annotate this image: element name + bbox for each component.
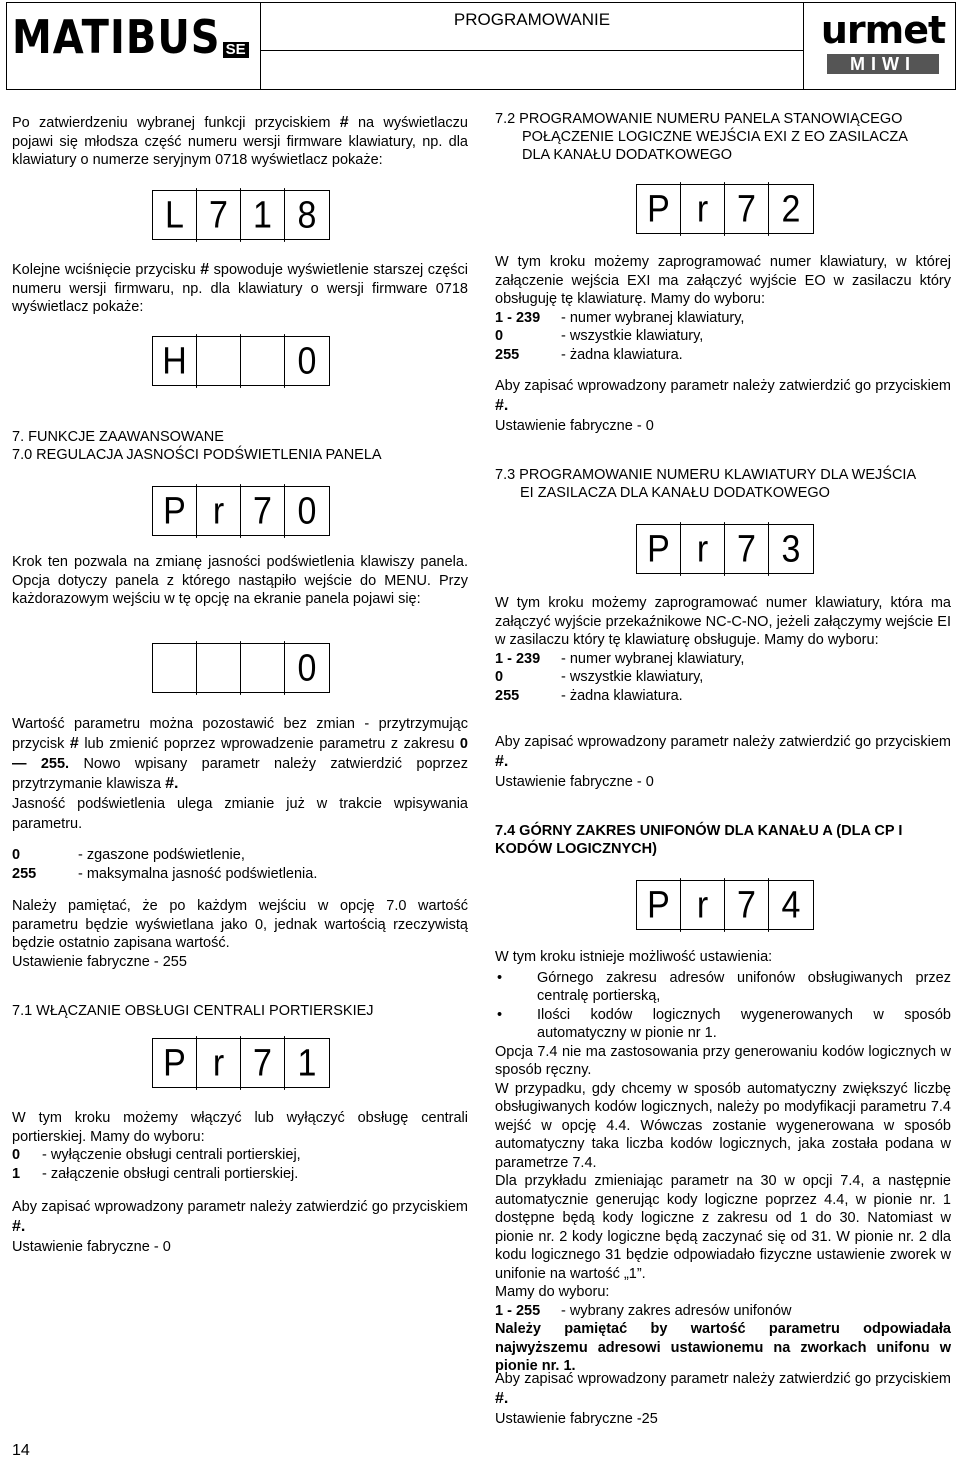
display-digit <box>197 641 241 695</box>
section-74-note: Należy pamiętać by wartość parametru odpowiadała najwyższemu adresowi ustawionemu na zworkach unifonu w pionie nr. 1. <box>495 1321 951 1374</box>
header-divider <box>260 50 804 51</box>
display-pr73 <box>636 524 814 574</box>
section-70-heading: 7.0 REGULACJA JASNOŚCI PODŚWIETLENIA PANELA <box>12 447 382 463</box>
section-7-heading: 7. FUNKCJE ZAAWANSOWANE <box>12 429 224 445</box>
display-digit: P <box>153 484 197 538</box>
firmware-next-press: Kolejne wciśnięcie przycisku # spowoduje wyświetlenie starszej części numeru wersji firmwaru, np. dla klawiatury o wersji firmware 0718 wyświetlacz pokaże: <box>12 261 469 315</box>
section-70-remember: Należy pamiętać, że po każdym wejściu w opcję 7.0 wartość parametru będzie wyświetlana jako 0, jednak wartością rzeczywistą będzie ostatnio zapisana wartość. Ustawienie fabryczne - 255 <box>12 898 468 970</box>
display-firmware-low <box>152 190 330 240</box>
display-digit: r <box>197 1036 241 1090</box>
matibus-logo: MATIBUS SE <box>12 18 249 58</box>
section-71-save: Aby zapisać wprowadzony parametr należy zatwierdzić go przyciskiem #. Ustawienie fabryczne - 0 <box>12 1199 468 1255</box>
option-row: 0 - wyłączenie obsługi centrali portierskiej, <box>12 1147 301 1163</box>
header-divider <box>803 2 804 90</box>
display-digit: H <box>153 334 197 388</box>
section-70-value: Wartość parametru można pozostawić bez zmian - przytrzymując przycisk # lub zmienić poprzez wprowadzenie parametru z zakresu 0 — 255. Nowo wpisany parametr należy zatwierdzić poprzez przytrzymanie klawisza #. Jasność podświetlenia ulega zmianie już w trakcie wpisywania parametru. <box>12 716 468 832</box>
section-73-text: W tym kroku możemy zaprogramować numer klawiatury, która ma załączyć wyjście przekaźnikowe NC-C-NO, jeżeli załączymy wejście EI w zasilaczu który tę klawiaturę obsługuje. Mamy do wyboru: 1 - 239 - numer wybranej klawiatury, 0 - wszystkie klawiatury, 255 - żadna klawiatura. <box>495 595 951 704</box>
hash-key: #. <box>495 753 509 770</box>
option-row: 0 - wszystkie klawiatury, <box>495 328 704 344</box>
page-number: 14 <box>12 1442 30 1459</box>
display-digit: 0 <box>297 646 317 689</box>
display-digit: P <box>153 1036 197 1090</box>
urmet-logo: urmet MIWI <box>820 8 946 74</box>
section-73-heading: 7.3 PROGRAMOWANIE NUMERU KLAWIATURY DLA WEJŚCIA <box>495 467 917 483</box>
section-72-heading: 7.2 PROGRAMOWANIE NUMERU PANELA STANOWIĄCEGO <box>495 111 903 127</box>
display-digit: L <box>153 188 197 242</box>
section-74-heading: KODÓW LOGICZNYCH) <box>495 841 657 857</box>
option-row: 1 - 239 - numer wybranej klawiatury, <box>495 650 745 667</box>
firmware-intro: Po zatwierdzeniu wybranej funkcji przyciskiem # na wyświetlaczu pojawi się młodsza część numeru wersji firmware klawiatury, np. dla klawiatury o numerze seryjnym 0718 wyświetlacz pokaże: <box>12 114 468 168</box>
section-71-heading: 7.1 WŁĄCZANIE OBSŁUGI CENTRALI PORTIERSKIEJ <box>12 1003 374 1019</box>
display-digit <box>241 641 285 695</box>
display-pr71 <box>152 1038 330 1088</box>
display-digit <box>153 641 197 695</box>
display-digit: P <box>637 878 681 932</box>
display-digit: 3 <box>781 527 801 570</box>
display-digit: r <box>681 522 725 576</box>
display-digit: r <box>681 878 725 932</box>
option-row: 1 - 255 - wybrany zakres adresów unifonów <box>495 1302 792 1319</box>
display-digit: 7 <box>241 484 285 538</box>
section-74-text: W tym kroku istnieje możliwość ustawienia: • Górnego zakresu adresów unifonów obsługiwanych przez centralę portierską, • Ilości kodów logicznych wygenerowanych w sposób automatyczny w pionie nr 1. Opcja 7.4 nie ma zastosowania przy generowaniu kodów logicznych w sposób ręczny. W przypadku, gdy chcemy w sposób automatyczny zwiększyć liczbę obsługiwanych kodów logicznych, należy po modyfikacji parametru 7.4 wejść w opcję 4.4. Wówczas zostanie wygenerowana w sposób automatyczny taka liczba kodów logicznych, jaka została podana w parametrze 7.4. Dla przykładu zmieniając parametr na 30 w opcji 7.4, a następnie automatycznie generując kody logiczne poprzez 4.4, w pionie nr. 1 dostępne będą kody logiczne z zakresu od 1 do 30. Natomiast w pionie nr. 2 kody logiczne będą zaczynać się od 31. W pionie nr. 2 dla kodu logicznego 31 będzie odpowiadało fizyczne ustawienie zworek w unifonie na wartość „1”. Mamy do wyboru: 1 - 255 - wybrany zakres adresów unifonów Należy pamiętać by wartość parametru odpowiadała najwyższemu adresowi ustawionemu na zworkach unifonu w pionie nr. 1. <box>495 948 951 1376</box>
hash-key: #. <box>495 1390 509 1407</box>
display-digit: 7 <box>197 188 241 242</box>
option-row: 255 - maksymalna jasność podświetlenia. <box>12 865 318 882</box>
section-73-heading: EI ZASILACZA DLA KANAŁU DODATKOWEGO <box>520 485 830 501</box>
display-digit: P <box>637 182 681 236</box>
factory-setting: Ustawienie fabryczne - 0 <box>495 774 654 790</box>
hash-key: # <box>200 261 210 278</box>
option-row: 0 - wszystkie klawiatury, <box>495 669 704 685</box>
display-digit: 0 <box>297 339 317 382</box>
display-digit: 1 <box>241 188 285 242</box>
display-digit: r <box>197 484 241 538</box>
section-72-save: Aby zapisać wprowadzony parametr należy zatwierdzić go przyciskiem #. Ustawienie fabryczne - 0 <box>495 378 951 434</box>
display-digit: r <box>681 182 725 236</box>
factory-setting: Ustawienie fabryczne - 255 <box>12 953 187 970</box>
display-digit <box>241 334 285 388</box>
factory-setting: Ustawienie fabryczne -25 <box>495 1411 658 1427</box>
option-row: 255 - żadna klawiatura. <box>495 687 683 704</box>
hash-key: #. <box>12 1218 26 1235</box>
list-item: • Górnego zakresu adresów unifonów obsługiwanych przez centralę portierską, <box>495 969 951 1006</box>
display-pr70 <box>152 486 330 536</box>
section-73-save: Aby zapisać wprowadzony parametr należy zatwierdzić go przyciskiem #. Ustawienie fabryczne - 0 <box>495 734 951 790</box>
option-row: 1 - załączenie obsługi centrali portierskiej. <box>12 1165 299 1182</box>
section-70-text: Krok ten pozwala na zmianę jasności podświetlenia klawiszy panela. Opcja dotyczy panela z którego nastąpiło wejście do MENU. Przy każdorazowym wejściu w tę opcję na ekranie panela pojawi się: <box>12 554 468 607</box>
option-row: 255 - żadna klawiatura. <box>495 346 683 363</box>
display-digit: 7 <box>725 182 769 236</box>
display-pr74 <box>636 880 814 930</box>
display-digit: 8 <box>297 193 317 236</box>
section-72-text: W tym kroku możemy zaprogramować numer klawiatury, w której załączenie wejścia EXI ma załączyć wyjście EO w zasilaczu który obsługuję tę klawiaturę. Mamy do wyboru: 1 - 239 - numer wybranej klawiatury, 0 - wszystkie klawiatury, 255 - żadna klawiatura. <box>495 254 951 363</box>
factory-setting: Ustawienie fabryczne - 0 <box>12 1239 171 1255</box>
display-pr72 <box>636 184 814 234</box>
section-71-text: W tym kroku możemy włączyć lub wyłączyć obsługę centrali portierskiej. Mamy do wyboru: 0 - wyłączenie obsługi centrali portierskiej, 1 - załączenie obsługi centrali portierskiej. <box>12 1110 468 1182</box>
factory-setting: Ustawienie fabryczne - 0 <box>495 418 654 434</box>
section-72-heading: DLA KANAŁU DODATKOWEGO <box>522 147 733 163</box>
option-row: 1 - 239 - numer wybranej klawiatury, <box>495 309 745 326</box>
hash-key: # <box>69 735 79 752</box>
display-digit: 1 <box>297 1041 317 1084</box>
hash-key: # <box>339 114 349 131</box>
display-brightness <box>152 643 330 693</box>
page-header <box>0 0 960 96</box>
section-70-options <box>12 846 468 883</box>
display-digit <box>197 334 241 388</box>
display-digit: P <box>637 522 681 576</box>
list-item: • Ilości kodów logicznych wygenerowanych w sposób automatyczny w pionie nr 1. <box>495 1006 951 1043</box>
section-70-live: Jasność podświetlenia ulega zmianie już w trakcie wpisywania parametru. <box>12 796 468 832</box>
page-title: PROGRAMOWANIE <box>453 10 611 29</box>
option-row: 0 - zgaszone podświetlenie, <box>12 847 245 863</box>
section-74-bullets <box>495 969 951 1043</box>
display-firmware-high <box>152 336 330 386</box>
section-72-heading: POŁĄCZENIE LOGICZNE WEJŚCIA EXI Z EO ZASILACZA <box>522 129 908 145</box>
section-74-heading: 7.4 GÓRNY ZAKRES UNIFONÓW DLA KANAŁU A (DLA CP I <box>495 823 903 839</box>
display-digit: 7 <box>725 878 769 932</box>
hash-key: #. <box>495 397 509 414</box>
display-digit: 0 <box>297 489 317 532</box>
display-digit: 4 <box>781 883 801 926</box>
hash-key: #. <box>165 775 179 792</box>
display-digit: 7 <box>241 1036 285 1090</box>
display-digit: 7 <box>725 522 769 576</box>
section-74-save: Aby zapisać wprowadzony parametr należy zatwierdzić go przyciskiem #. Ustawienie fabryczne -25 <box>495 1371 951 1427</box>
display-digit: 2 <box>781 187 801 230</box>
